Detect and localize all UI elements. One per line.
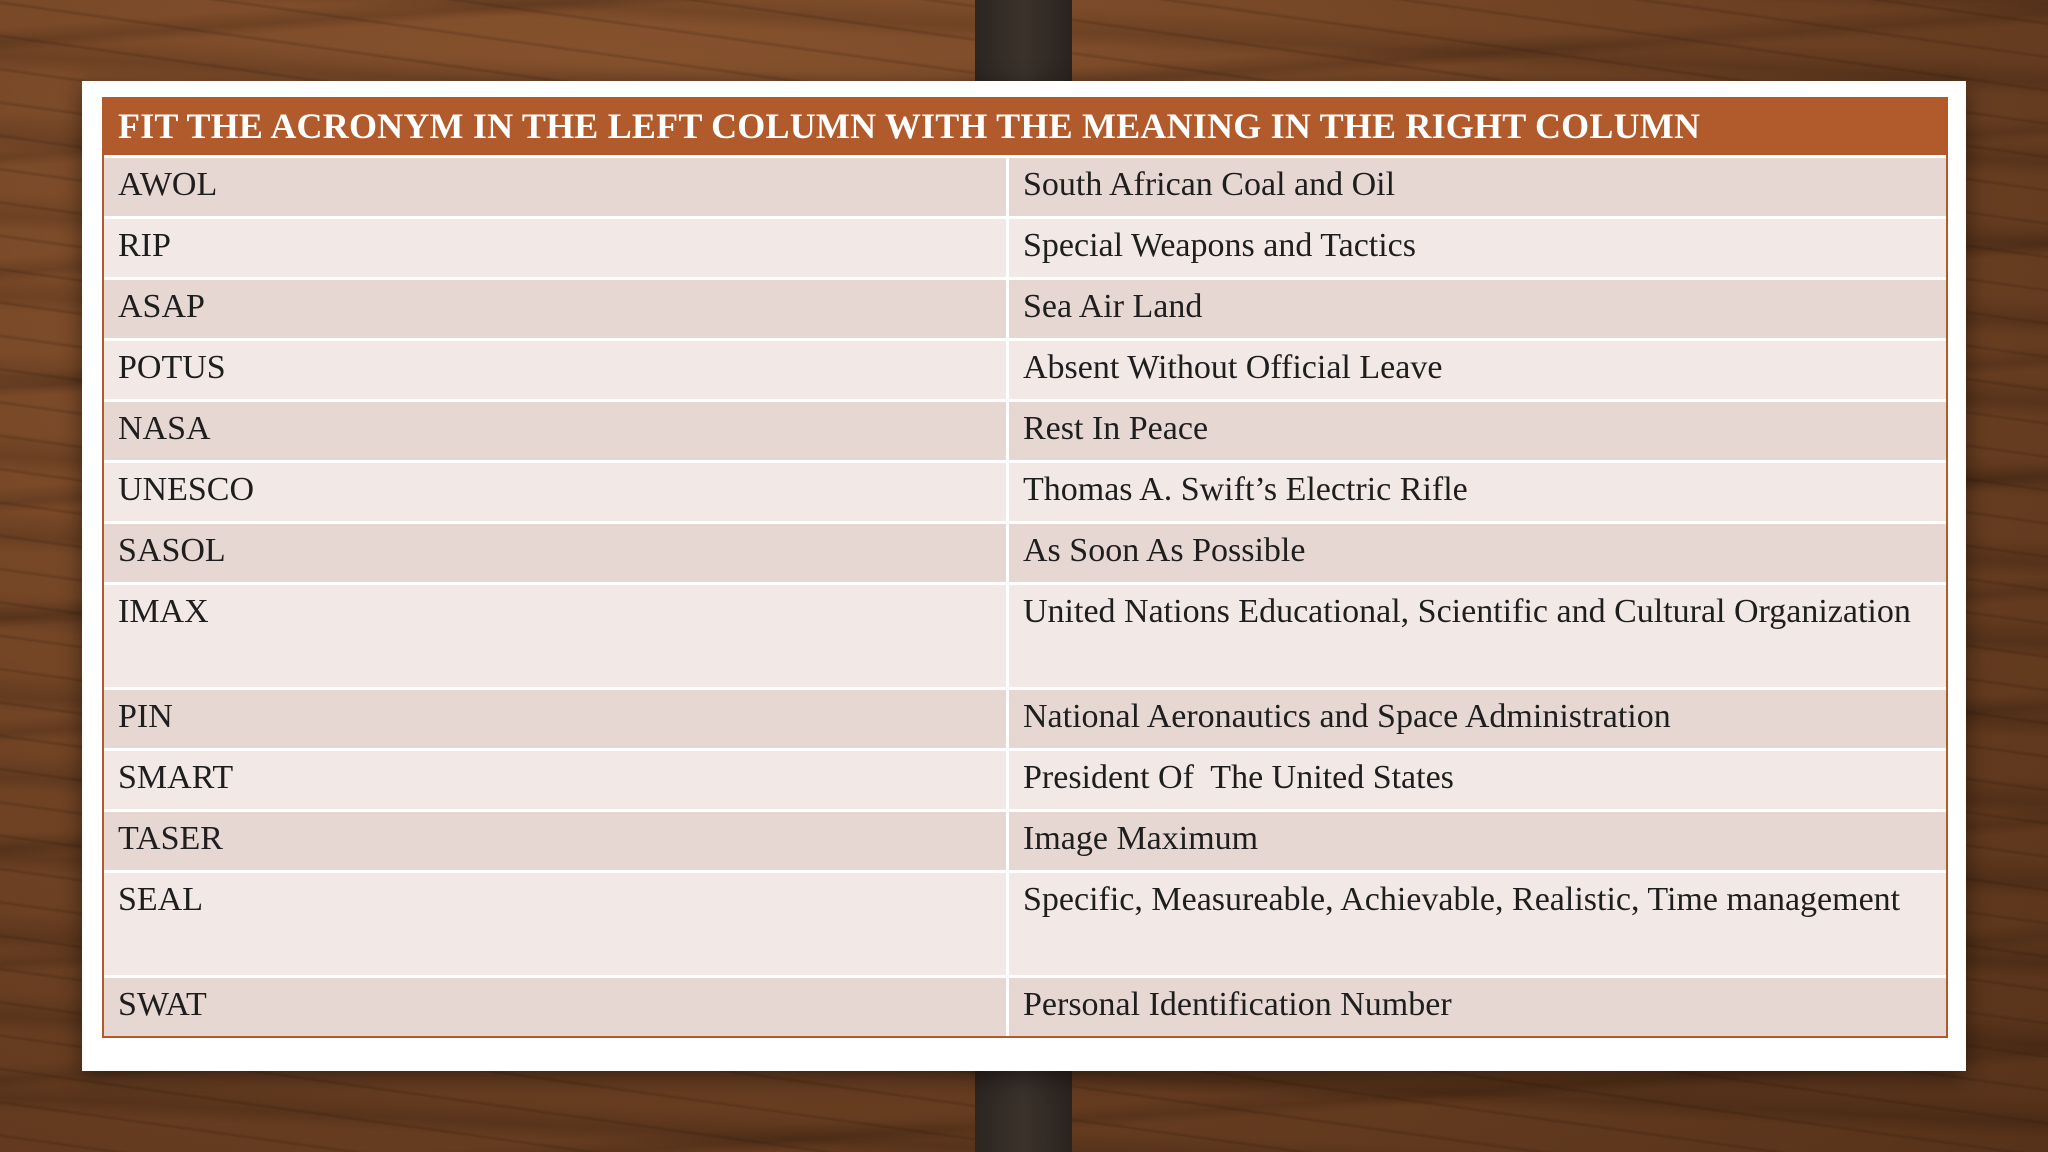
acronym-cell: RIP: [104, 219, 1009, 277]
table-row: [104, 870, 1946, 975]
meaning-cell: President Of The United States: [1023, 759, 1454, 796]
acronym-cell: SWAT: [104, 978, 1009, 1036]
meaning-cell: Rest In Peace: [1023, 410, 1209, 447]
table-row: [104, 975, 1946, 1036]
meaning-cell: As Soon As Possible: [1023, 532, 1306, 569]
meaning-cell: National Aeronautics and Space Administration: [1023, 698, 1671, 735]
table-row: [104, 155, 1946, 216]
meaning-cell: Image Maximum: [1023, 820, 1259, 857]
table-row: [104, 216, 1946, 277]
table-header: FIT THE ACRONYM IN THE LEFT COLUMN WITH THE MEANING IN THE RIGHT COLUMN: [104, 97, 1946, 155]
table-row: [104, 748, 1946, 809]
acronym-cell: ASAP: [104, 280, 1009, 338]
table-row: [104, 809, 1946, 870]
meaning-cell: Personal Identification Number: [1023, 986, 1452, 1023]
table-row: [104, 687, 1946, 748]
table-row: [104, 521, 1946, 582]
meaning-cell: South African Coal and Oil: [1023, 166, 1396, 203]
table-row: [104, 460, 1946, 521]
acronym-cell: POTUS: [104, 341, 1009, 399]
meaning-cell: Special Weapons and Tactics: [1023, 227, 1417, 264]
meaning-cell: Specific, Measureable, Achievable, Realistic, Time management: [1023, 881, 1901, 918]
table-row: [104, 399, 1946, 460]
meaning-cell: Absent Without Official Leave: [1023, 349, 1443, 386]
acronym-cell: PIN: [104, 690, 1009, 748]
meaning-cell: Sea Air Land: [1023, 288, 1203, 325]
acronym-cell: TASER: [104, 812, 1009, 870]
meaning-cell: United Nations Educational, Scientific and Cultural Organization: [1023, 593, 1911, 630]
acronym-cell: SEAL: [104, 873, 1009, 975]
acronym-cell: NASA: [104, 402, 1009, 460]
acronym-cell: SMART: [104, 751, 1009, 809]
table-row: [104, 338, 1946, 399]
acronym-table: [102, 97, 1948, 1038]
acronym-cell: AWOL: [104, 158, 1009, 216]
acronym-cell: SASOL: [104, 524, 1009, 582]
table-row: [104, 582, 1946, 687]
acronym-cell: UNESCO: [104, 463, 1009, 521]
table-row: [104, 277, 1946, 338]
meaning-cell: Thomas A. Swift’s Electric Rifle: [1023, 471, 1468, 508]
acronym-cell: IMAX: [104, 585, 1009, 687]
slide-board: [82, 81, 1966, 1071]
